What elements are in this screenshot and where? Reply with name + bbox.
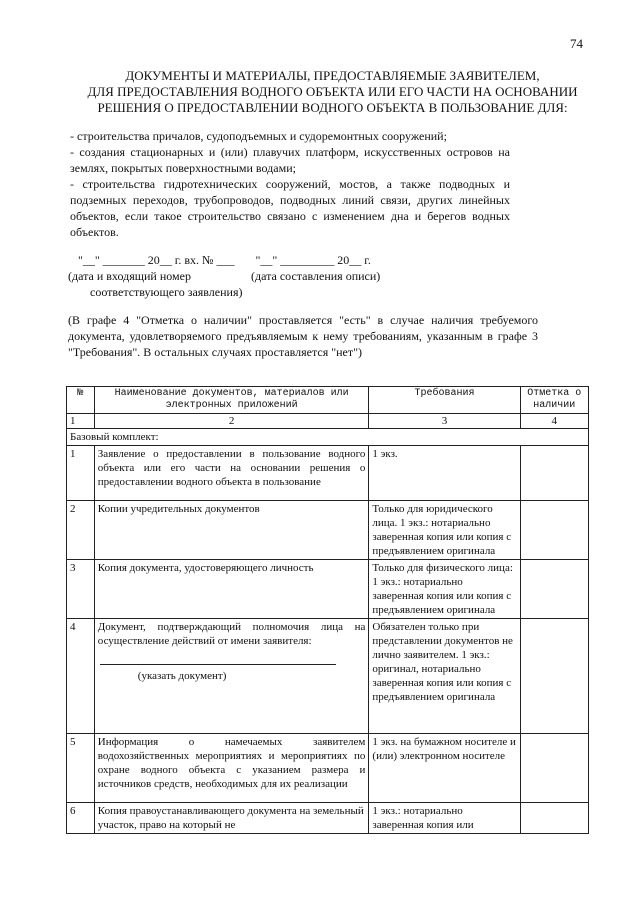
row-requirements: 1 экз.: нотариально заверенная копия или [369,803,520,834]
table-header-row [67,387,589,414]
row-mark [520,501,588,560]
column-number: 1 [67,414,95,429]
document-heading [60,68,605,116]
purpose-list [70,128,510,240]
column-number: 4 [520,414,588,429]
heading-line: РЕШЕНИЯ О ПРЕДОСТАВЛЕНИИ ВОДНОГО ОБЪЕКТА В ПОЛЬЗОВАНИЕ ДЛЯ: [97,100,568,115]
page-number: 74 [570,36,583,51]
row-num: 6 [67,803,95,834]
table-row [67,501,589,560]
date-label-inventory: (дата составления описи) [251,269,381,283]
row-name-cell [94,619,369,734]
row-name: Копии учредительных документов [94,501,369,560]
table-row [67,803,589,834]
fill-in-line [100,656,336,665]
instruction-note [68,312,538,360]
row-num: 3 [67,560,95,619]
table-row [67,446,589,501]
header-num: № [67,387,95,414]
date-label-application: соответствующего заявления) [90,285,243,299]
row-name: Документ, подтверждающий полномочия лица на осуществление действий от имени заявителя: [97,621,366,647]
row-name: Копия документа, удостоверяющего личность [94,560,369,619]
row-requirements: 1 экз. на бумажном носителе и (или) электронном носителе [369,734,520,803]
column-number: 3 [369,414,520,429]
header-requirements: Требования [369,387,520,414]
row-name: Информация о намечаемых заявителем водохозяйственных мероприятиях и мероприятиях по охране водного объекта с указанием размера и источников средств, необходимых для их реализации [94,734,369,803]
dates-line: "__" _______ 20__ г. вх. № ___ "__" _________ 20__ г. [78,253,371,267]
row-num: 4 [67,619,95,734]
row-num: 2 [67,501,95,560]
column-number-row [67,414,589,429]
heading-line: ДОКУМЕНТЫ И МАТЕРИАЛЫ, ПРЕДОСТАВЛЯЕМЫЕ ЗАЯВИТЕЛЕМ, [125,68,540,83]
note-text: (В графе 4 "Отметка о наличии" проставляется "есть" в случае наличия требуемого документа, удовлетворяемого предъявляемым к нему требованиям, указанным в графе 3 "Требования". В остальных случаях проставляется "нет") [68,313,538,359]
section-label: Базовый комплект: [67,429,589,446]
purpose-item: - создания стационарных и (или) плавучих платформ, искусственных островов на землях, покрытых поверхностными водами; [70,145,510,175]
row-name: Копия правоустанавливающего документа на земельный участок, право на который не [94,803,369,834]
row-name: Заявление о предоставлении в пользование водного объекта или его части на основании решения о предоставлении водного объекта в пользование [94,446,369,501]
date-label-incoming: (дата и входящий номер [68,269,191,283]
table-row [67,619,589,734]
row-num: 5 [67,734,95,803]
date-labels [68,268,381,299]
purpose-item: - строительства причалов, судоподъемных и судоремонтных сооружений; [70,129,447,143]
row-mark [520,560,588,619]
row-requirements: Только для юридического лица. 1 экз.: нотариально заверенная копия или копия с предъявлением оригинала [369,501,520,560]
section-row [67,429,589,446]
table-row [67,734,589,803]
row-requirements: 1 экз. [369,446,520,501]
documents-table [66,386,589,834]
row-num: 1 [67,446,95,501]
row-requirements: Только для физического лица: 1 экз.: нотариально заверенная копия или копия с предъявлением оригинала [369,560,520,619]
header-mark: Отметка о наличии [520,387,588,414]
row-requirements: Обязателен только при представлении документов не лично заявителем. 1 экз.: оригинал, нотариально заверенная копия или копия с предъявлением оригинала [369,619,520,734]
table-row [67,560,589,619]
heading-line: ДЛЯ ПРЕДОСТАВЛЕНИЯ ВОДНОГО ОБЪЕКТА ИЛИ ЕГО ЧАСТИ НА ОСНОВАНИИ [87,84,578,99]
row-mark [520,734,588,803]
row-mark [520,803,588,834]
row-mark [520,619,588,734]
column-number: 2 [94,414,369,429]
header-name: Наименование документов, материалов или электронных приложений [94,387,369,414]
purpose-item: - строительства гидротехнических сооружений, мостов, а также подводных и подземных переходов, трубопроводов, подводных линий связи, других линейных объектов, если такое строительство связано с изменением дна и берегов водных объектов. [70,177,510,239]
row-name-hint: (указать документ) [137,670,227,682]
row-mark [520,446,588,501]
